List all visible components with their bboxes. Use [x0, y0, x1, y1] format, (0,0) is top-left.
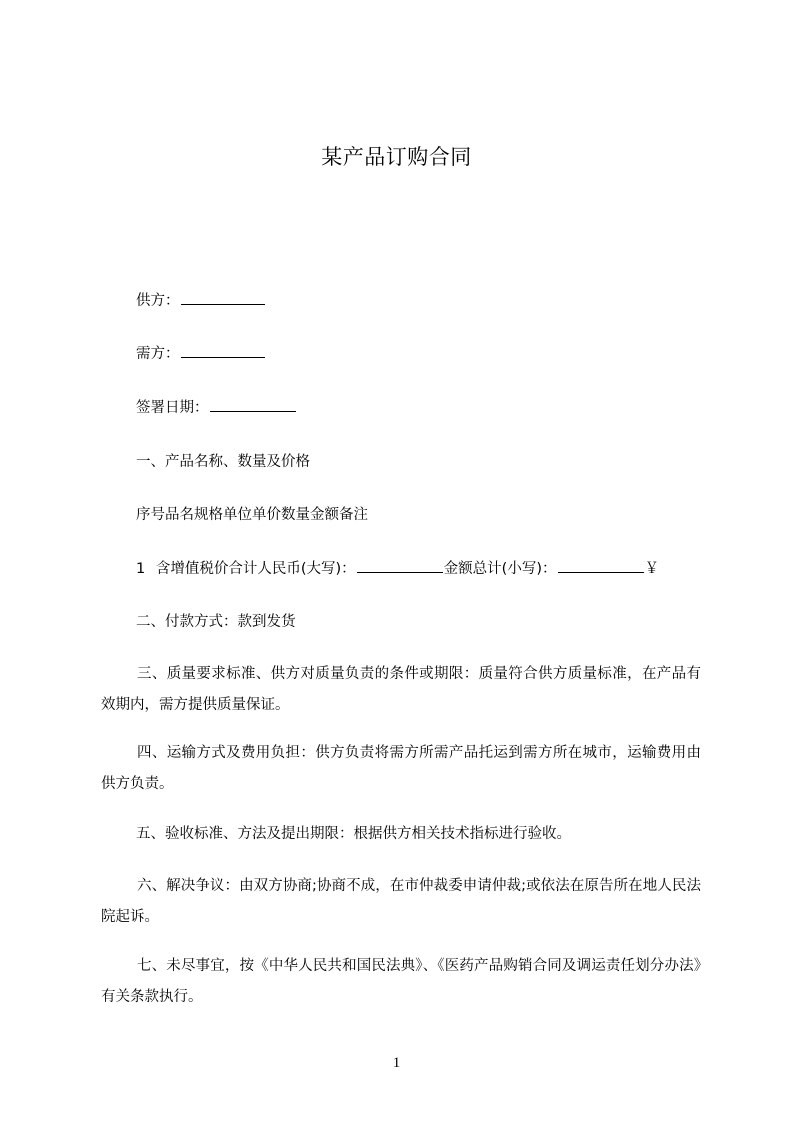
supplier-line — [136, 290, 266, 312]
document-title: 某产品订购合同 — [321, 145, 472, 169]
supplier-label: 供方： — [136, 293, 180, 309]
supplier-blank — [181, 290, 265, 305]
date-blank — [210, 397, 296, 412]
section5-acceptance: 五、验收标准、方法及提出期限：根据供方相关技术指标进行验收。 — [136, 826, 571, 842]
total-lower-blank — [558, 558, 644, 573]
total-lower-label: 金额总计(小写)： — [443, 561, 557, 577]
date-label: 签署日期： — [136, 400, 209, 416]
table-header: 序号品名规格单位单价数量金额备注 — [136, 507, 368, 523]
currency-symbol: ￥ — [644, 561, 659, 577]
page-number: 1 — [392, 1055, 401, 1071]
total-row-number: 1 — [136, 561, 146, 577]
section2-payment: 二、付款方式：款到发货 — [136, 614, 296, 630]
section4-transport: 四、运输方式及费用负担：供方负责将需方所需产品托运到需方所在城市，运输费用由供方负责。 — [101, 745, 701, 792]
section3-quality: 三、质量要求标准、供方对质量负责的条件或期限：质量符合供方质量标准，在产品有效期内，需方提供质量保证。 — [101, 666, 701, 713]
buyer-line — [136, 343, 266, 365]
total-upper-label: 含增值税价合计人民币(大写)： — [155, 561, 356, 577]
section7-other: 七、未尽事宜，按《中华人民共和国民法典》、《医药产品购销合同及调运责任划分办法》有关条款执行。 — [101, 958, 701, 1005]
buyer-blank — [181, 343, 265, 358]
total-row — [136, 558, 659, 580]
section1-heading: 一、产品名称、数量及价格 — [136, 454, 310, 470]
date-line — [136, 397, 297, 419]
buyer-label: 需方： — [136, 346, 180, 362]
section6-dispute: 六、解决争议：由双方协商;协商不成，在市仲裁委申请仲裁;或依法在原告所在地人民法院起诉。 — [101, 878, 701, 925]
total-upper-blank — [357, 558, 443, 573]
